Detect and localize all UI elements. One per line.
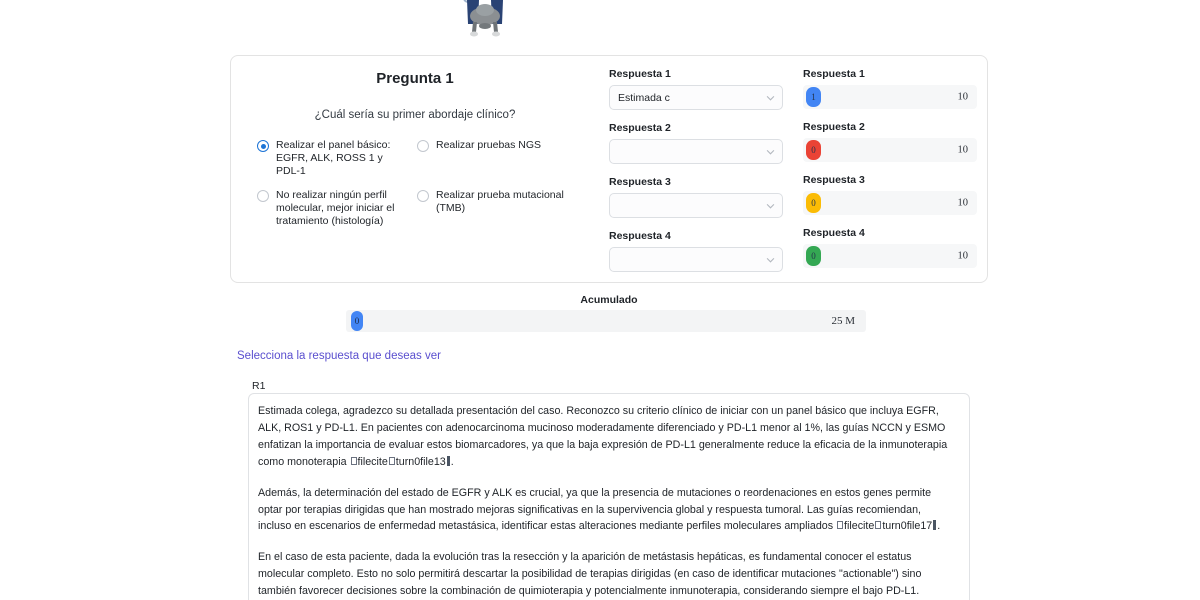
slider-max-label: 10 — [957, 144, 968, 156]
response-paragraph-3: En el caso de esta paciente, dada la evolución tras la resección y la aparición de metástasis hepáticas, es fundamental conocer el estatus molecular completo. Esto no solo permitirá descartar la posibilidad de terapias dirigidas (en caso de identificar mutaciones "actionable") sino también favorecer decisiones sobre la combinación de quimioterapia y potencialmente inmunoterapia, considerando siempre el bajo PD-L1. — [258, 551, 922, 598]
answer-slider-4[interactable] — [803, 244, 977, 268]
answer-select-label-4: Respuesta 4 — [609, 230, 671, 242]
answer-select-label-2: Respuesta 2 — [609, 122, 671, 134]
answer-slider-1[interactable] — [803, 85, 977, 109]
radio-option-1[interactable] — [257, 139, 405, 177]
response-label: R1 — [252, 380, 266, 392]
answer-select-label-1: Respuesta 1 — [609, 68, 671, 80]
answer-slider-block-4 — [803, 227, 981, 268]
response-p2-text-a: Además, la determinación del estado de EGFR y ALK es crucial, ya que la presencia de mutaciones o reordenaciones en estos genes permite optar por terapias dirigidas que han mostrado mejoras significativas en la supervivencia global y respuesta tumoral. Las guías recomiendan, incluso en escenarios de enfermedad metastásica, identificar estas alteraciones mediante perfiles moleculares ampliados — [258, 486, 932, 533]
radio-option-2[interactable] — [417, 139, 565, 177]
missing-glyph-icon — [389, 457, 395, 465]
response-p1-text-a: Estimada colega, agradezco su detallada presentación del caso. Reconozco su criterio clínico de iniciar con un panel básico que incluya EGFR, ALK, ROS1 y PD-L1. En pacientes con adenocarcinoma mucinoso moderadamente diferenciado y PD-L1 menor al 1%, las guías NCCN y ESMO enfatizan la importancia de evaluar estos biomarcadores, ya que la baja expresión de PD-L1 generalmente reduce la eficacia de la inmunoterapia como monoterapia — [258, 405, 948, 468]
question-card — [230, 55, 988, 283]
answer-slider-3[interactable] — [803, 191, 977, 215]
radio-option-3[interactable] — [257, 189, 405, 227]
radio-icon[interactable] — [417, 140, 429, 152]
chevron-down-icon — [766, 147, 775, 156]
answer-select-block-3 — [609, 176, 789, 218]
slider-handle[interactable]: 1 — [806, 87, 821, 107]
response-p1-cite-b: turn0file13 — [395, 455, 446, 468]
answer-slider-block-1 — [803, 68, 981, 109]
response-paragraph-2 — [258, 485, 955, 536]
answer-select-column — [609, 68, 789, 284]
answer-slider-column — [803, 68, 981, 280]
answer-select-1-value: Estimada c — [618, 91, 670, 104]
hero-image — [455, 0, 515, 40]
text-cursor-icon — [933, 520, 936, 530]
chevron-down-icon — [766, 93, 775, 102]
answer-slider-label-4: Respuesta 4 — [803, 227, 865, 239]
radio-icon[interactable] — [257, 190, 269, 202]
slider-handle[interactable]: 0 — [806, 246, 821, 266]
answer-slider-block-3 — [803, 174, 981, 215]
answer-slider-label-3: Respuesta 3 — [803, 174, 865, 186]
answer-slider-2[interactable] — [803, 138, 977, 162]
answer-select-block-4 — [609, 230, 789, 272]
answer-select-4[interactable] — [609, 247, 783, 272]
answer-select-label-3: Respuesta 3 — [609, 176, 671, 188]
chevron-down-icon — [766, 201, 775, 210]
select-answer-link[interactable]: Selecciona la respuesta que deseas ver — [237, 350, 441, 362]
answer-select-1[interactable] — [609, 85, 783, 110]
response-p1-cite-a: filecite — [357, 455, 388, 468]
response-textarea[interactable] — [248, 393, 970, 600]
radio-option-1-label: Realizar el panel básico: EGFR, ALK, ROSS 1 y PDL-1 — [276, 139, 391, 177]
radio-option-4[interactable] — [417, 189, 565, 227]
response-p1-text-b: . — [450, 455, 454, 468]
answer-slider-label-2: Respuesta 2 — [803, 121, 865, 133]
radio-group — [249, 139, 581, 228]
radio-option-2-label: Realizar pruebas NGS — [436, 139, 542, 151]
response-paragraph-1 — [258, 403, 955, 471]
answer-slider-block-2 — [803, 121, 981, 162]
text-cursor-icon — [447, 456, 450, 466]
page-title: Pregunta 1 — [376, 70, 454, 87]
response-p2-cite-b: turn0file17 — [882, 520, 933, 533]
answer-select-2[interactable] — [609, 139, 783, 164]
slider-handle[interactable]: 0 — [351, 311, 363, 331]
radio-icon[interactable] — [417, 190, 429, 202]
missing-glyph-icon — [837, 521, 843, 529]
response-p2-cite-a: filecite — [844, 520, 875, 533]
slider-handle[interactable]: 0 — [806, 193, 821, 213]
missing-glyph-icon — [875, 521, 881, 529]
question-subtitle: ¿Cuál sería su primer abordaje clínico? — [314, 109, 516, 121]
accumulated-title: Acumulado — [580, 294, 638, 306]
response-p2-text-b: . — [937, 520, 941, 533]
slider-max-label: 25 M — [831, 315, 855, 327]
answer-select-3[interactable] — [609, 193, 783, 218]
answer-slider-label-1: Respuesta 1 — [803, 68, 865, 80]
accumulated-section — [230, 294, 988, 332]
slider-max-label: 10 — [957, 250, 968, 262]
slider-max-label: 10 — [957, 91, 968, 103]
radio-option-3-label: No realizar ningún perfil molecular, mejor iniciar el tratamiento (histología) — [276, 189, 395, 227]
slider-max-label: 10 — [957, 197, 968, 209]
chevron-down-icon — [766, 255, 775, 264]
slider-handle[interactable]: 0 — [806, 140, 821, 160]
missing-glyph-icon — [351, 457, 357, 465]
radio-option-4-label: Realizar prueba mutacional (TMB) — [436, 189, 564, 215]
answer-select-block-2 — [609, 122, 789, 164]
question-column — [231, 56, 599, 282]
answer-select-block-1 — [609, 68, 789, 110]
accumulated-slider[interactable] — [346, 310, 866, 332]
radio-icon-selected[interactable] — [257, 140, 269, 152]
